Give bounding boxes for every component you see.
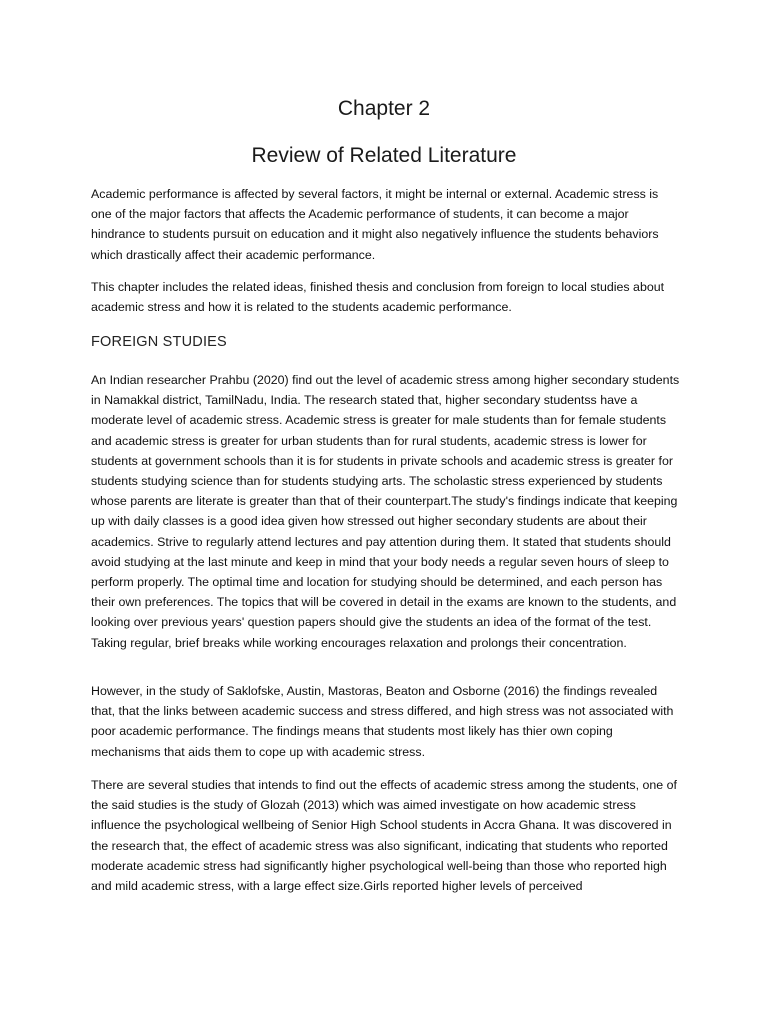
foreign-study-paragraph-prahbu: An Indian researcher Prahbu (2020) find out the level of academic stress among higher secondary students in Namakkal district, TamilNadu, India. The research stated that, higher secondary studentss have a moderate level of academic stress. Academic stress is greater for male students than for female students and academic stress is greater for urban students than for rural students, academic stress is lower for students at government schools than it is for students in private schools and academic stress is greater for students studying science than for students studying arts. The scholastic stress experienced by students whose parents are literate is greater than that of their counterpart.The study's findings indicate that keeping up with daily classes is a good idea given how stressed out higher secondary students are about their academics. Strive to regularly attend lectures and pay attention during them. It stated that students should avoid studying at the last minute and keep in mind that your body needs a regular seven hours of sleep to perform properly. The optimal time and location for studying should be determined, and each person has their own preferences. The topics that will be covered in detail in the exams are known to the students, and looking over previous years' question papers should give the students an idea of the format of the test. Taking regular, brief breaks while working encourages relaxation and prolongs their concentration. — [91, 373, 680, 650]
section-heading-foreign-studies: FOREIGN STUDIES — [91, 334, 227, 350]
foreign-study-paragraph-saklofske: However, in the study of Saklofske, Austin, Mastoras, Beaton and Osborne (2016) the findings revealed that, that the links between academic success and stress differed, and high stress was not associated with poor academic performance. The findings means that students most likely has thier own coping mechanisms that aids them to cope up with academic stress. — [91, 684, 674, 759]
foreign-study-paragraph-glozah: There are several studies that intends to find out the effects of academic stress among the students, one of the said studies is the study of Glozah (2013) which was aimed investigate on how academic stress influence the psychological wellbeing of Senior High School students in Accra Ghana. It was discovered in the research that, the effect of academic stress was also significant, indicating that students who reported moderate academic stress had significantly higher psychological well-being than those who reported high and mild academic stress, with a large effect size.Girls reported higher levels of perceived — [91, 778, 677, 894]
intro-paragraph-2: This chapter includes the related ideas, finished thesis and conclusion from foreign to local studies about academic stress and how it is related to the students academic performance. — [91, 280, 665, 315]
chapter-label: Chapter 2 — [337, 97, 431, 120]
page-title: Review of Related Literature — [251, 144, 517, 167]
intro-paragraph-1: Academic performance is affected by several factors, it might be internal or external. Academic stress is one of the major factors that affects the Academic performance of students, it can become a major hindrance to students pursuit on education and it might also negatively influence the students behaviors which drastically affect their academic performance. — [91, 187, 659, 262]
